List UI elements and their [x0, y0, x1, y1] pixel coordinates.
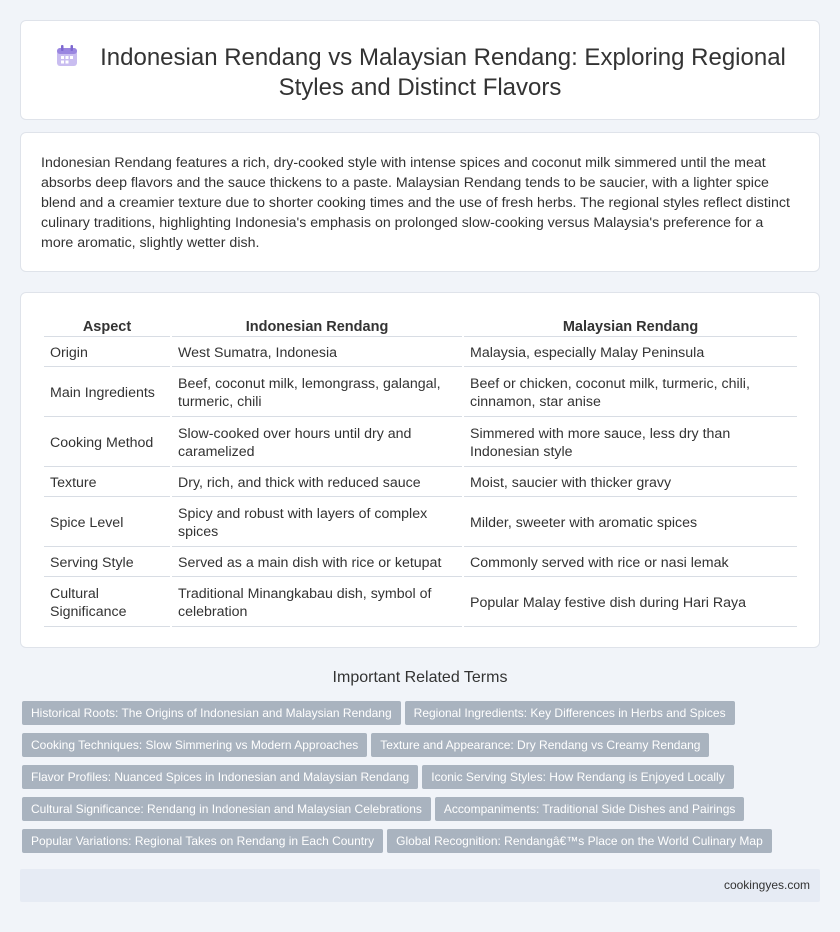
- table-cell: Moist, saucier with thicker gravy: [464, 469, 797, 497]
- table-cell: Dry, rich, and thick with reduced sauce: [172, 469, 462, 497]
- table-cell: Cultural Significance: [44, 579, 170, 627]
- related-term-tag[interactable]: Global Recognition: Rendangâ€™s Place on the World Culinary Map: [387, 829, 772, 853]
- table-cell: Spice Level: [44, 499, 170, 547]
- summary-card: [20, 132, 820, 272]
- table-row: [44, 579, 797, 627]
- column-header: Malaysian Rendang: [464, 317, 797, 337]
- comparison-table-card: [20, 292, 820, 648]
- related-terms-list: [22, 701, 812, 861]
- table-cell: Milder, sweeter with aromatic spices: [464, 499, 797, 547]
- page-title: [21, 43, 819, 103]
- table-cell: Beef, coconut milk, lemongrass, galangal, turmeric, chili: [172, 369, 462, 417]
- table-cell: Spicy and robust with layers of complex spices: [172, 499, 462, 547]
- related-term-tag[interactable]: Regional Ingredients: Key Differences in Herbs and Spices: [405, 701, 735, 725]
- related-term-tag[interactable]: Cultural Significance: Rendang in Indonesian and Malaysian Celebrations: [22, 797, 431, 821]
- related-terms-heading: Important Related Terms: [332, 669, 508, 686]
- related-term-tag[interactable]: Texture and Appearance: Dry Rendang vs Creamy Rendang: [371, 733, 709, 757]
- table-cell: Traditional Minangkabau dish, symbol of celebration: [172, 579, 462, 627]
- column-header: Indonesian Rendang: [172, 317, 462, 337]
- footer-site-link[interactable]: cookingyes.com: [723, 878, 810, 892]
- related-term-tag[interactable]: Accompaniments: Traditional Side Dishes and Pairings: [435, 797, 744, 821]
- table-row: [44, 339, 797, 367]
- table-row: [44, 369, 797, 417]
- table-cell: Serving Style: [44, 549, 170, 577]
- table-cell: Origin: [44, 339, 170, 367]
- footer: [20, 869, 820, 902]
- table-row: [44, 469, 797, 497]
- header-card: [20, 20, 820, 120]
- table-cell: Served as a main dish with rice or ketupat: [172, 549, 462, 577]
- related-term-tag[interactable]: Flavor Profiles: Nuanced Spices in Indonesian and Malaysian Rendang: [22, 765, 418, 789]
- table-cell: Main Ingredients: [44, 369, 170, 417]
- table-cell: Slow-cooked over hours until dry and caramelized: [172, 419, 462, 467]
- related-term-tag[interactable]: Iconic Serving Styles: How Rendang is Enjoyed Locally: [422, 765, 733, 789]
- table-row: [44, 419, 797, 467]
- title-line-1: Indonesian Rendang vs Malaysian Rendang: Exploring Regional: [100, 44, 786, 71]
- table-cell: Simmered with more sauce, less dry than Indonesian style: [464, 419, 797, 467]
- table-cell: Popular Malay festive dish during Hari Raya: [464, 579, 797, 627]
- calendar-icon: [54, 43, 80, 69]
- related-term-tag[interactable]: Cooking Techniques: Slow Simmering vs Modern Approaches: [22, 733, 367, 757]
- table-cell: Cooking Method: [44, 419, 170, 467]
- table-cell: Beef or chicken, coconut milk, turmeric, chili, cinnamon, star anise: [464, 369, 797, 417]
- table-cell: Malaysia, especially Malay Peninsula: [464, 339, 797, 367]
- table-cell: Texture: [44, 469, 170, 497]
- related-term-tag[interactable]: Historical Roots: The Origins of Indonesian and Malaysian Rendang: [22, 701, 401, 725]
- table-header-row: [44, 317, 797, 337]
- table-cell: Commonly served with rice or nasi lemak: [464, 549, 797, 577]
- column-header: Aspect: [44, 317, 170, 337]
- related-term-tag[interactable]: Popular Variations: Regional Takes on Rendang in Each Country: [22, 829, 383, 853]
- table-row: [44, 549, 797, 577]
- summary-text: Indonesian Rendang features a rich, dry-cooked style with intense spices and coconut milk simmered until the meat absorbs deep flavors and the sauce thickens to a paste. Malaysian Rendang tends to be saucier, with a lighter spice blend and a creamier texture due to shorter cooking times and the use of fresh herbs. The regional styles reflect distinct culinary traditions, highlighting Indonesia's emphasis on prolonged slow-cooking versus Malaysia's preference for a more aromatic, slightly wetter dish.: [41, 155, 790, 251]
- table-cell: West Sumatra, Indonesia: [172, 339, 462, 367]
- comparison-table: [42, 315, 799, 629]
- table-row: [44, 499, 797, 547]
- title-line-2: Styles and Distinct Flavors: [278, 74, 562, 101]
